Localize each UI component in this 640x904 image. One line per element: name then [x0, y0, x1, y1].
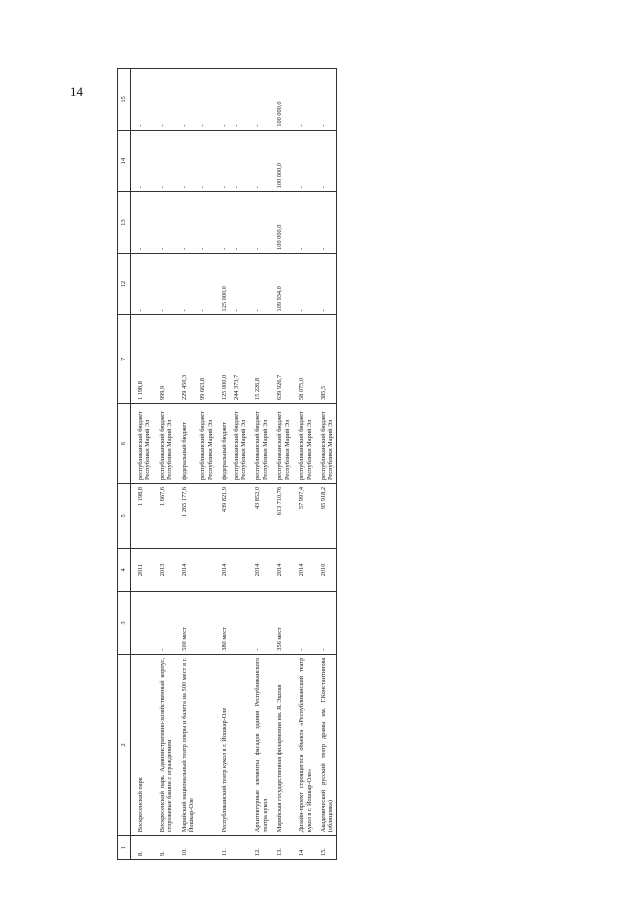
year: 2013 [153, 548, 175, 591]
header-row [118, 69, 131, 860]
value-col-7: 15 226,8 [248, 315, 270, 404]
value-col-13: - [175, 192, 197, 254]
year [196, 548, 215, 591]
budget-table [117, 68, 337, 860]
capacity [131, 592, 153, 655]
capacity: 380 мест [215, 592, 229, 655]
value-col-14: - [215, 130, 229, 192]
value-col-15: - [175, 69, 197, 131]
value-col-13: - [153, 192, 175, 254]
row-number: 10. [175, 836, 197, 860]
estimated-cost: 43 852,0 [248, 483, 270, 548]
estimated-cost [196, 483, 215, 548]
estimated-cost: 613 710,76 [270, 483, 292, 548]
col-header-7: 7 [118, 315, 131, 404]
funding-source: республиканский бюджет Республики Марий Эл [153, 404, 175, 484]
value-col-13: 100 000,0 [270, 192, 292, 254]
value-col-12: 109 934,0 [270, 253, 292, 315]
value-col-15: - [230, 69, 249, 131]
row-number: 12. [248, 836, 270, 860]
value-col-7: 99 663,8 [196, 315, 215, 404]
col-header-1: 1 [118, 836, 131, 860]
value-col-12: - [314, 253, 336, 315]
funding-source: республиканский бюджет Республики Марий Эл [131, 404, 153, 484]
value-col-7: 244 373,7 [230, 315, 249, 404]
value-col-14: - [153, 130, 175, 192]
object-name: Республиканский театр кукол в г. Йошкар-Оле [215, 654, 229, 836]
col-header-15: 15 [118, 69, 131, 131]
value-col-15: - [131, 69, 153, 131]
value-col-12: - [175, 253, 197, 315]
value-col-13: - [196, 192, 215, 254]
year: 2014 [292, 548, 314, 591]
value-col-13: - [131, 192, 153, 254]
row-number [230, 836, 249, 860]
capacity [196, 592, 215, 655]
value-col-13: - [215, 192, 229, 254]
value-col-7: 125 000,0 [215, 315, 229, 404]
capacity: - [153, 592, 175, 655]
table-row [175, 69, 197, 860]
value-col-12: - [292, 253, 314, 315]
value-col-14: - [175, 130, 197, 192]
object-name: Архитектурные элементы фасадов здания Республиканского театра кукол [248, 654, 270, 836]
rotated-table-wrapper [117, 68, 489, 860]
funding-source: республиканский бюджет Республики Марий Эл [270, 404, 292, 484]
value-col-15: - [314, 69, 336, 131]
row-number: 14 [292, 836, 314, 860]
value-col-13: - [230, 192, 249, 254]
value-col-12: - [131, 253, 153, 315]
col-header-3: 3 [118, 592, 131, 655]
value-col-14: - [292, 130, 314, 192]
object-name: Воскресенский парк [131, 654, 153, 836]
value-col-14: - [196, 130, 215, 192]
table-row [131, 69, 153, 860]
value-col-12: - [153, 253, 175, 315]
value-col-15: - [248, 69, 270, 131]
funding-source: федеральный бюджет [175, 404, 197, 484]
funding-source: республиканский бюджет Республики Марий Эл [292, 404, 314, 484]
object-name: Воскресенский парк. Административно-хозяйственный корпус, сторожевые башни с ограждением [153, 654, 175, 836]
funding-source: республиканский бюджет Республики Марий Эл [230, 404, 249, 484]
col-header-13: 13 [118, 192, 131, 254]
value-col-15: - [292, 69, 314, 131]
table-row [230, 69, 249, 860]
year: 2014 [270, 548, 292, 591]
value-col-12: - [230, 253, 249, 315]
value-col-12: - [196, 253, 215, 315]
object-name: Дизайн-проект строящегося объекта «Республиканский театр кукол в г. Йошкар-Оле» [292, 654, 314, 836]
capacity: - [292, 592, 314, 655]
table-row [270, 69, 292, 860]
funding-source: республиканский бюджет Республики Марий Эл [314, 404, 336, 484]
value-col-13: - [314, 192, 336, 254]
value-col-7: 1 198,8 [131, 315, 153, 404]
estimated-cost: 439 821,9 [215, 483, 229, 548]
estimated-cost: 1 265 177,6 [175, 483, 197, 548]
funding-source: республиканский бюджет Республики Марий Эл [196, 404, 215, 484]
value-col-14: - [230, 130, 249, 192]
col-header-2: 2 [118, 654, 131, 836]
object-name: Марийская государственная филармония им. Я. Эшпая [270, 654, 292, 836]
year: 2014 [175, 548, 197, 591]
col-header-6: 6 [118, 404, 131, 484]
value-col-14: 100 000,0 [270, 130, 292, 192]
row-number: 8. [131, 836, 153, 860]
estimated-cost: 95 918,2 [314, 483, 336, 548]
table-row [215, 69, 229, 860]
value-col-12: 125 000,0 [215, 253, 229, 315]
row-number [196, 836, 215, 860]
capacity: 356 мест [270, 592, 292, 655]
table-body [131, 69, 337, 860]
object-name [196, 654, 215, 836]
object-name [230, 654, 249, 836]
col-header-4: 4 [118, 548, 131, 591]
col-header-14: 14 [118, 130, 131, 192]
value-col-13: - [292, 192, 314, 254]
table-row [196, 69, 215, 860]
value-col-7: 999,9 [153, 315, 175, 404]
table-row [248, 69, 270, 860]
value-col-14: - [248, 130, 270, 192]
capacity: 500 мест [175, 592, 197, 655]
year: 2014 [215, 548, 229, 591]
year: 2014 [248, 548, 270, 591]
value-col-14: - [314, 130, 336, 192]
object-name: Марийский национальный театр оперы и балета на 500 мест в г. Йошкар-Оле [175, 654, 197, 836]
estimated-cost: 57 997,4 [292, 483, 314, 548]
value-col-12: - [248, 253, 270, 315]
table-row [153, 69, 175, 860]
value-col-15: - [153, 69, 175, 131]
estimated-cost [230, 483, 249, 548]
row-number: 13. [270, 836, 292, 860]
row-number: 9. [153, 836, 175, 860]
row-number: 11. [215, 836, 229, 860]
object-name: Академический русский театр драмы им. Г.Константинова (облицовка) [314, 654, 336, 836]
col-header-5: 5 [118, 483, 131, 548]
page-number: 14 [70, 84, 83, 99]
col-header-12: 12 [118, 253, 131, 315]
estimated-cost: 1 667,6 [153, 483, 175, 548]
value-col-15: - [215, 69, 229, 131]
row-number: 15. [314, 836, 336, 860]
estimated-cost: 1 198,8 [131, 483, 153, 548]
value-col-15: 100 000,0 [270, 69, 292, 131]
table-row [292, 69, 314, 860]
year: 2011 [131, 548, 153, 591]
value-col-13: - [248, 192, 270, 254]
value-col-7: 639 926,7 [270, 315, 292, 404]
value-col-7: 229 450,3 [175, 315, 197, 404]
year: 2010 [314, 548, 336, 591]
funding-source: федеральный бюджет [215, 404, 229, 484]
value-col-15: - [196, 69, 215, 131]
value-col-7: 58 075,0 [292, 315, 314, 404]
year [230, 548, 249, 591]
funding-source: республиканский бюджет Республики Марий Эл [248, 404, 270, 484]
value-col-14: - [131, 130, 153, 192]
value-col-7: 385,5 [314, 315, 336, 404]
capacity [230, 592, 249, 655]
capacity: - [248, 592, 270, 655]
table-row [314, 69, 336, 860]
capacity: - [314, 592, 336, 655]
